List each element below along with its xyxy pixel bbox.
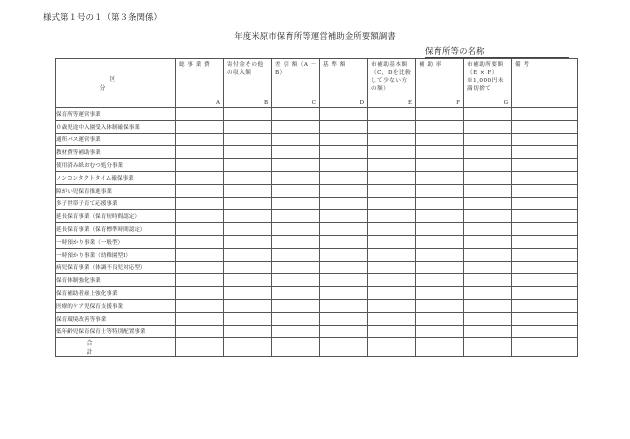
input-cell[interactable] <box>416 108 464 121</box>
row-label: 保育補助者雇上強化事業 <box>56 287 176 300</box>
input-cell[interactable] <box>224 171 272 184</box>
input-cell[interactable] <box>176 210 224 223</box>
input-cell[interactable] <box>320 120 368 133</box>
input-cell[interactable] <box>176 274 224 287</box>
input-cell[interactable] <box>416 184 464 197</box>
input-cell[interactable] <box>272 248 320 261</box>
table-row <box>56 171 578 184</box>
input-cell[interactable] <box>176 184 224 197</box>
input-cell[interactable] <box>272 108 320 121</box>
input-cell[interactable] <box>416 171 464 184</box>
input-cell[interactable] <box>224 108 272 121</box>
input-cell[interactable] <box>512 133 578 146</box>
column-header-label: 市補助所要額（E × F）※1,000円未満切捨て <box>467 62 504 92</box>
table-row <box>56 261 578 274</box>
input-cell[interactable] <box>464 184 512 197</box>
table-row <box>56 223 578 236</box>
column-letter: C <box>311 100 316 106</box>
header-row <box>56 59 578 108</box>
input-cell[interactable] <box>224 197 272 210</box>
input-cell[interactable] <box>512 325 578 338</box>
input-cell[interactable] <box>320 223 368 236</box>
row-label: 保育体制強化事業 <box>56 274 176 287</box>
input-cell[interactable] <box>464 287 512 300</box>
row-label: 一時預かり事業（一般型） <box>56 235 176 248</box>
row-label: 教材費等補助事業 <box>56 146 176 159</box>
total-cell[interactable] <box>272 338 320 357</box>
input-cell[interactable] <box>512 108 578 121</box>
input-cell[interactable] <box>368 261 416 274</box>
input-cell[interactable] <box>416 210 464 223</box>
input-cell[interactable] <box>320 248 368 261</box>
input-cell[interactable] <box>224 235 272 248</box>
input-cell[interactable] <box>416 197 464 210</box>
input-cell[interactable] <box>176 261 224 274</box>
form-id: 様式第１号の１（第３条関係） <box>43 13 163 23</box>
input-cell[interactable] <box>176 235 224 248</box>
table-row <box>56 197 578 210</box>
input-cell[interactable] <box>512 146 578 159</box>
input-cell[interactable] <box>272 312 320 325</box>
input-cell[interactable] <box>272 159 320 172</box>
input-cell[interactable] <box>416 159 464 172</box>
input-cell[interactable] <box>320 133 368 146</box>
input-cell[interactable] <box>176 120 224 133</box>
column-header-label: 補 助 率 <box>419 62 442 68</box>
input-cell[interactable] <box>416 146 464 159</box>
input-cell[interactable] <box>176 146 224 159</box>
input-cell[interactable] <box>320 325 368 338</box>
table-row <box>56 120 578 133</box>
row-label: 延長保育事業（保育短時間認定） <box>56 210 176 223</box>
table-row <box>56 274 578 287</box>
column-header-label: 基 準 額 <box>323 62 346 68</box>
input-cell[interactable] <box>176 171 224 184</box>
column-header-6 <box>416 59 464 108</box>
total-cell[interactable] <box>512 338 578 357</box>
input-cell[interactable] <box>224 184 272 197</box>
input-cell[interactable] <box>368 120 416 133</box>
input-cell[interactable] <box>464 197 512 210</box>
input-cell[interactable] <box>320 261 368 274</box>
table-row <box>56 210 578 223</box>
total-cell[interactable] <box>224 338 272 357</box>
input-cell[interactable] <box>512 197 578 210</box>
input-cell[interactable] <box>416 312 464 325</box>
input-cell[interactable] <box>272 120 320 133</box>
input-cell[interactable] <box>272 299 320 312</box>
input-cell[interactable] <box>176 287 224 300</box>
input-cell[interactable] <box>368 248 416 261</box>
category-header: 区 分 <box>56 59 176 108</box>
input-cell[interactable] <box>320 235 368 248</box>
column-letter: B <box>263 100 268 106</box>
input-cell[interactable] <box>176 299 224 312</box>
total-cell[interactable] <box>464 338 512 357</box>
input-cell[interactable] <box>512 184 578 197</box>
input-cell[interactable] <box>464 299 512 312</box>
input-cell[interactable] <box>512 248 578 261</box>
input-cell[interactable] <box>272 171 320 184</box>
input-cell[interactable] <box>272 261 320 274</box>
input-cell[interactable] <box>272 197 320 210</box>
input-cell[interactable] <box>512 120 578 133</box>
row-label: 保育環境改善等事業 <box>56 312 176 325</box>
column-letter: E <box>407 100 412 106</box>
input-cell[interactable] <box>272 210 320 223</box>
input-cell[interactable] <box>464 171 512 184</box>
input-cell[interactable] <box>512 274 578 287</box>
input-cell[interactable] <box>176 197 224 210</box>
column-letter: G <box>503 100 508 106</box>
input-cell[interactable] <box>272 184 320 197</box>
input-cell[interactable] <box>320 274 368 287</box>
table-row <box>56 108 578 121</box>
input-cell[interactable] <box>512 171 578 184</box>
input-cell[interactable] <box>416 325 464 338</box>
input-cell[interactable] <box>176 248 224 261</box>
input-cell[interactable] <box>224 287 272 300</box>
input-cell[interactable] <box>464 248 512 261</box>
row-label: 障がい児保育推進事業 <box>56 184 176 197</box>
input-cell[interactable] <box>416 120 464 133</box>
input-cell[interactable] <box>224 261 272 274</box>
table-row <box>56 325 578 338</box>
input-cell[interactable] <box>512 210 578 223</box>
row-label: 病児保育事業（体調不良児対応型） <box>56 261 176 274</box>
table-row <box>56 235 578 248</box>
input-cell[interactable] <box>176 159 224 172</box>
input-cell[interactable] <box>416 133 464 146</box>
facility-name-label: 保育所等の名称 <box>425 47 485 57</box>
row-label: ノンコンタクトタイム確保事業 <box>56 171 176 184</box>
input-cell[interactable] <box>224 248 272 261</box>
input-cell[interactable] <box>224 299 272 312</box>
total-cell[interactable] <box>368 338 416 357</box>
input-cell[interactable] <box>368 197 416 210</box>
total-cell[interactable] <box>176 338 224 357</box>
input-cell[interactable] <box>464 223 512 236</box>
input-cell[interactable] <box>464 325 512 338</box>
column-letter: A <box>216 100 220 106</box>
table-row <box>56 312 578 325</box>
input-cell[interactable] <box>464 235 512 248</box>
input-cell[interactable] <box>320 159 368 172</box>
input-cell[interactable] <box>368 223 416 236</box>
column-letter: F <box>456 100 460 106</box>
input-cell[interactable] <box>464 120 512 133</box>
row-label: 使用済み紙おむつ処分事業 <box>56 159 176 172</box>
input-cell[interactable] <box>272 325 320 338</box>
column-header-label: 寄付金その他の収入額 <box>227 62 264 76</box>
table-row <box>56 299 578 312</box>
column-header-8 <box>512 59 578 108</box>
input-cell[interactable] <box>416 274 464 287</box>
input-cell[interactable] <box>512 312 578 325</box>
input-cell[interactable] <box>416 223 464 236</box>
input-cell[interactable] <box>512 235 578 248</box>
input-cell[interactable] <box>416 235 464 248</box>
input-cell[interactable] <box>368 274 416 287</box>
row-label: 低年齢児保育保育士等特別配置事業 <box>56 325 176 338</box>
input-cell[interactable] <box>224 146 272 159</box>
table-row <box>56 159 578 172</box>
row-label: 医療的ケア児保育支援事業 <box>56 299 176 312</box>
input-cell[interactable] <box>512 159 578 172</box>
column-header-label: 総 事 業 費 <box>179 62 211 68</box>
input-cell[interactable] <box>368 299 416 312</box>
input-cell[interactable] <box>176 223 224 236</box>
row-label: 保育所等運営事業 <box>56 108 176 121</box>
input-cell[interactable] <box>320 108 368 121</box>
input-cell[interactable] <box>224 120 272 133</box>
input-cell[interactable] <box>416 261 464 274</box>
input-cell[interactable] <box>320 171 368 184</box>
row-label: 一時預かり事業（幼稚園型Ⅰ） <box>56 248 176 261</box>
input-cell[interactable] <box>368 325 416 338</box>
input-cell[interactable] <box>272 287 320 300</box>
input-cell[interactable] <box>320 287 368 300</box>
column-header-label: 備 考 <box>515 62 530 68</box>
input-cell[interactable] <box>368 108 416 121</box>
column-header-2 <box>224 59 272 108</box>
input-cell[interactable] <box>512 223 578 236</box>
input-cell[interactable] <box>512 299 578 312</box>
input-cell[interactable] <box>176 133 224 146</box>
input-cell[interactable] <box>368 287 416 300</box>
column-header-4 <box>320 59 368 108</box>
table-row <box>56 248 578 261</box>
input-cell[interactable] <box>320 184 368 197</box>
column-header-5 <box>368 59 416 108</box>
input-cell[interactable] <box>224 210 272 223</box>
table-row <box>56 133 578 146</box>
column-header-3 <box>272 59 320 108</box>
input-cell[interactable] <box>512 261 578 274</box>
input-cell[interactable] <box>368 312 416 325</box>
input-cell[interactable] <box>224 325 272 338</box>
input-cell[interactable] <box>176 312 224 325</box>
input-cell[interactable] <box>224 159 272 172</box>
input-cell[interactable] <box>464 274 512 287</box>
table-row <box>56 184 578 197</box>
input-cell[interactable] <box>416 299 464 312</box>
input-cell[interactable] <box>272 133 320 146</box>
table-row <box>56 146 578 159</box>
total-label: 合 計 <box>56 338 176 357</box>
row-label: 延長保育事業（保育標準時間認定） <box>56 223 176 236</box>
row-label: 通所バス運営事業 <box>56 133 176 146</box>
input-cell[interactable] <box>464 133 512 146</box>
input-cell[interactable] <box>464 261 512 274</box>
input-cell[interactable] <box>464 159 512 172</box>
input-cell[interactable] <box>176 325 224 338</box>
input-cell[interactable] <box>368 210 416 223</box>
column-header-1 <box>176 59 224 108</box>
input-cell[interactable] <box>272 146 320 159</box>
total-row <box>56 338 578 357</box>
input-cell[interactable] <box>320 197 368 210</box>
input-cell[interactable] <box>368 159 416 172</box>
table-body <box>56 108 578 357</box>
input-cell[interactable] <box>464 210 512 223</box>
column-header-7 <box>464 59 512 108</box>
input-cell[interactable] <box>368 146 416 159</box>
input-cell[interactable] <box>272 223 320 236</box>
document-title: 年度米原市保育所等運営補助金所要額調書 <box>234 32 396 42</box>
input-cell[interactable] <box>464 312 512 325</box>
input-cell[interactable] <box>368 171 416 184</box>
row-label: 多子世帯子育て応援事業 <box>56 197 176 210</box>
input-cell[interactable] <box>272 235 320 248</box>
row-label: ０歳児途中入園受入体制確保事業 <box>56 120 176 133</box>
input-cell[interactable] <box>464 146 512 159</box>
input-cell[interactable] <box>416 287 464 300</box>
input-cell[interactable] <box>224 133 272 146</box>
input-cell[interactable] <box>224 312 272 325</box>
input-cell[interactable] <box>320 312 368 325</box>
input-cell[interactable] <box>368 235 416 248</box>
input-cell[interactable] <box>320 299 368 312</box>
input-cell[interactable] <box>224 223 272 236</box>
column-letter: D <box>359 100 364 106</box>
column-header-label: 差 引 額（A － B） <box>275 62 317 76</box>
input-cell[interactable] <box>272 274 320 287</box>
input-cell[interactable] <box>320 210 368 223</box>
expense-table <box>55 58 578 357</box>
table-row <box>56 287 578 300</box>
input-cell[interactable] <box>368 184 416 197</box>
total-cell[interactable] <box>416 338 464 357</box>
input-cell[interactable] <box>464 108 512 121</box>
total-cell[interactable] <box>320 338 368 357</box>
input-cell[interactable] <box>320 146 368 159</box>
input-cell[interactable] <box>512 287 578 300</box>
input-cell[interactable] <box>176 108 224 121</box>
column-header-label: 市補助基本額（C，Dを比較して少ない方の額） <box>371 62 412 92</box>
input-cell[interactable] <box>368 133 416 146</box>
input-cell[interactable] <box>416 248 464 261</box>
input-cell[interactable] <box>224 274 272 287</box>
